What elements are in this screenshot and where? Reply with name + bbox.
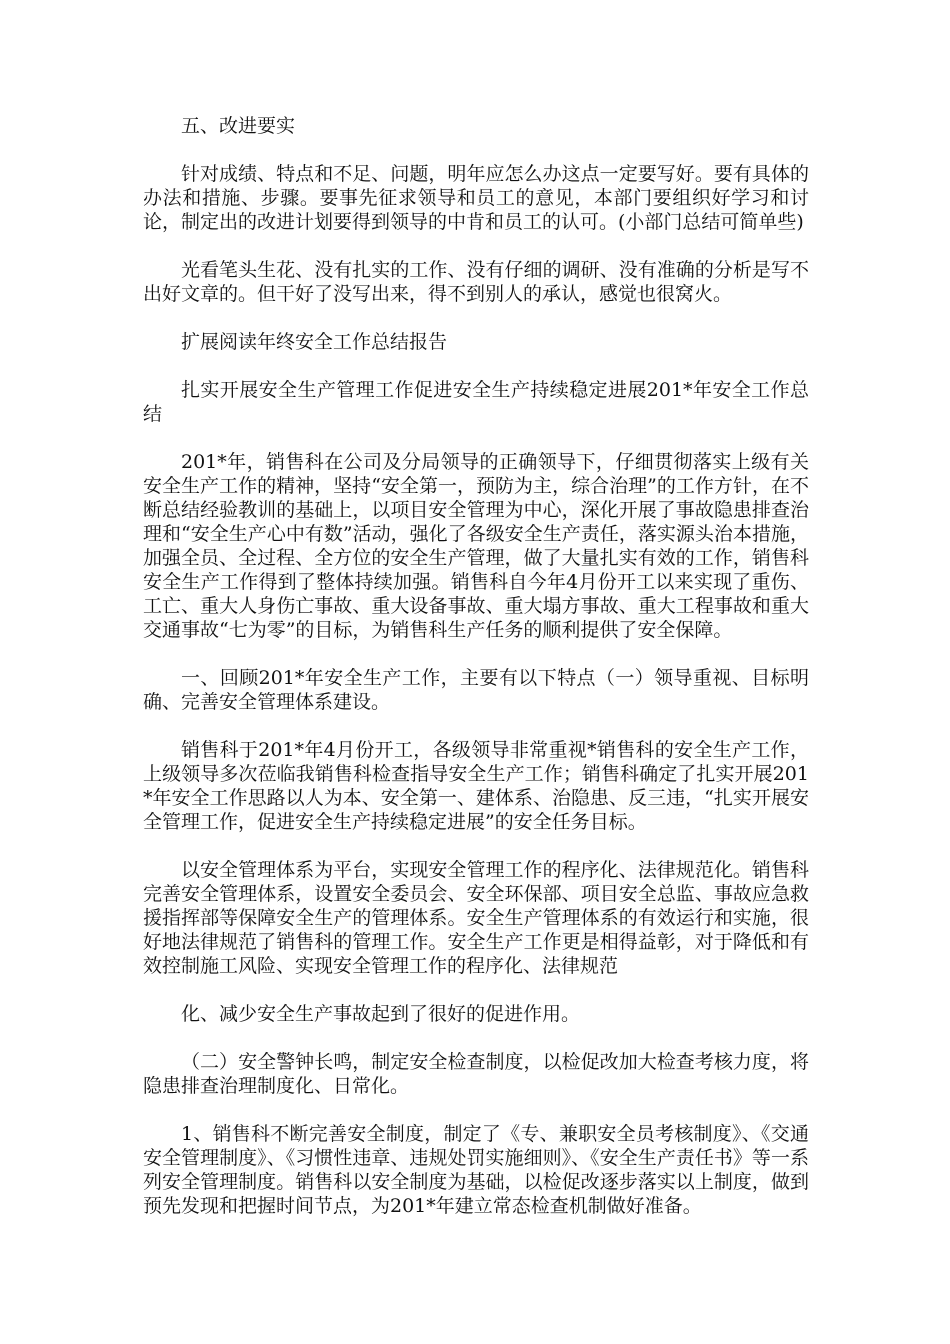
extended-reading-title: 扩展阅读年终安全工作总结报告 xyxy=(181,331,448,353)
paragraph-improvement-plan: 针对成绩、特点和不足、问题，明年应怎么办这点一定要写好。要有具体的办法和措施、步骤。要事先征求领导和员工的意见，本部门要组织好学习和讨论，制定出的改进计划要得到领导的中肯和员工的认可。(小部门总结可简单些) xyxy=(143,163,809,233)
section-heading-improvement: 五、改进要实 xyxy=(181,115,296,137)
paragraph-writing-note: 光看笔头生花、没有扎实的工作、没有仔细的调研、没有准确的分析是写不出好文章的。但干好了没写出来，得不到别人的承认，感觉也很窝火。 xyxy=(143,259,809,305)
paragraph-management-system: 以安全管理体系为平台，实现安全管理工作的程序化、法律规范化。销售科完善安全管理体系，设置安全委员会、安全环保部、项目安全总监、事故应急救援指挥部等保障安全生产的管理体系。安全生产管理体系的有效运行和实施，很好地法律规范了销售科的管理工作。安全生产工作更是相得益彰，对于降低和有效控制施工风险、实现安全管理工作的程序化、法律规范 xyxy=(143,859,809,977)
paragraph-leadership: 销售科于201*年4月份开工，各级领导非常重视*销售科的安全生产工作，上级领导多次莅临我销售科检查指导安全生产工作；销售科确定了扎实开展201*年安全工作思路以人为本、安全第一、建体系、治隐患、反三违，“扎实开展安全管理工作，促进安全生产持续稳定进展”的安全任务目标。 xyxy=(143,739,809,833)
report-title: 扎实开展安全生产管理工作促进安全生产持续稳定进展201*年安全工作总结 xyxy=(143,379,809,425)
paragraph-continuation: 化、减少安全生产事故起到了很好的促进作用。 xyxy=(181,1003,581,1025)
paragraph-safety-rules: 1、销售科不断完善安全制度，制定了《专、兼职安全员考核制度》、《交通安全管理制度》、《习惯性违章、违规处罚实施细则》、《安全生产责任书》等一系列安全管理制度。销售科以安全制度为基础，以检促改逐步落实以上制度，做到预先发现和把握时间节点，为201*年建立常态检查机制做好准备。 xyxy=(143,1123,809,1217)
paragraph-annual-summary: 201*年，销售科在公司及分局领导的正确领导下，仔细贯彻落实上级有关安全生产工作的精神，坚持“安全第一，预防为主，综合治理”的工作方针，在不断总结经验教训的基础上，以项目安全管理为中心，深化开展了事故隐患排查治理和“安全生产心中有数”活动，强化了各级安全生产责任，落实源头治本措施，加强全员、全过程、全方位的安全生产管理，做了大量扎实有效的工作，销售科安全生产工作得到了整体持续加强。销售科自今年4月份开工以来实现了重伤、工亡、重大人身伤亡事故、重大设备事故、重大塌方事故、重大工程事故和重大交通事故“七为零”的目标，为销售科生产任务的顺利提供了安全保障。 xyxy=(143,451,809,641)
document-page xyxy=(143,114,809,1242)
section-heading-review: 一、回顾201*年安全生产工作，主要有以下特点（一）领导重视、目标明确、完善安全管理体系建设。 xyxy=(143,667,809,713)
section-heading-inspection: （二）安全警钟长鸣，制定安全检查制度，以检促改加大检查考核力度，将隐患排查治理制度化、日常化。 xyxy=(143,1051,809,1097)
